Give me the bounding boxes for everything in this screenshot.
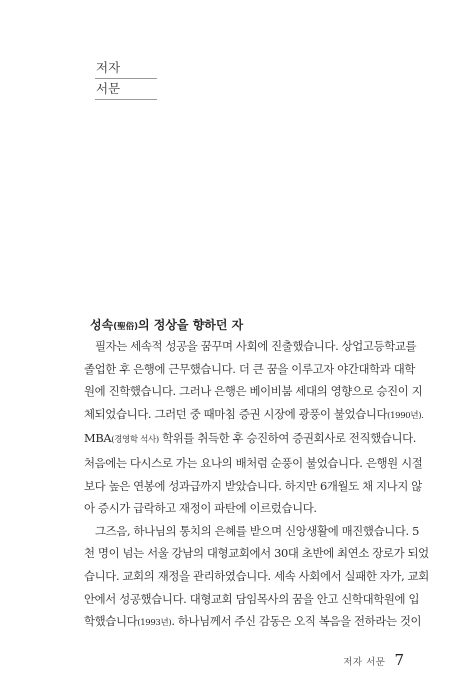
text-line: 아 증시가 급락하고 재정이 파탄에 이르렀습니다. bbox=[84, 501, 317, 516]
text-line: 원에 진학했습니다. 그러나 은행은 베이비붐 세대의 영향으로 승진이 지 bbox=[84, 384, 423, 399]
section-title-hanja: (聖俗) bbox=[113, 322, 138, 332]
toc-item-preface[interactable]: 서문 bbox=[95, 79, 157, 100]
text-year-note: (1993년) bbox=[137, 618, 172, 629]
text-line: 필자는 세속적 성공을 꿈꾸며 사회에 진출했습니다. 상업고등학교를 bbox=[95, 339, 417, 353]
text-line-pre: MBA bbox=[84, 431, 112, 446]
text-line-post: 학위를 취득한 후 승진하여 증권회사로 전직했습니다. bbox=[158, 431, 417, 446]
text-line-pre: 학했습니다 bbox=[84, 614, 138, 629]
text-year-note: (1990년). bbox=[387, 410, 424, 421]
text-line: 천 명이 넘는 서울 강남의 대형교회에서 30대 초반에 최연소 장로가 되었 bbox=[84, 546, 429, 561]
section-title-post: 의 정상을 향하던 자 bbox=[137, 318, 244, 332]
paragraph-1 bbox=[84, 335, 424, 520]
text-line: 보다 높은 연봉에 성과급까지 받았습니다. 하지만 6개월도 채 지나지 않 bbox=[84, 478, 422, 493]
section-title bbox=[90, 316, 243, 333]
text-line: 안에서 성공했습니다. 대형교회 담임목사의 꿈을 안고 신학대학원에 입 bbox=[84, 591, 420, 606]
text-line: 그즈음, 하나님의 통치의 은혜를 받으며 신앙생활에 매진했습니다. 5 bbox=[95, 523, 419, 538]
text-line: 습니다. 교회의 재정을 관리하였습니다. 세속 사회에서 실패한 자가, 교회 bbox=[84, 568, 429, 583]
toc-list bbox=[95, 58, 157, 100]
text-line: 졸업한 후 은행에 근무했습니다. 더 큰 꿈을 이루고자 야간대학과 대학 bbox=[84, 361, 416, 376]
text-line: 처음에는 다시스로 가는 요나의 배처럼 순풍이 불었습니다. 은행원 시절 bbox=[84, 455, 423, 470]
text-line bbox=[84, 403, 424, 428]
page-footer bbox=[340, 651, 404, 671]
footer-running-title: 저자 서문 bbox=[343, 657, 386, 668]
text-line bbox=[84, 610, 422, 635]
page-number: 7 bbox=[394, 651, 404, 669]
text-line-main: 체되었습니다. 그러던 중 때마침 증권 시장에 광풍이 불었습니다 bbox=[84, 406, 388, 421]
text-line bbox=[84, 427, 417, 452]
body-text bbox=[84, 335, 429, 635]
section-title-pre: 성속 bbox=[90, 318, 114, 332]
toc-item-author[interactable]: 저자 bbox=[95, 58, 157, 79]
paragraph-2 bbox=[84, 520, 429, 635]
text-degree-note: (경영학 석사) bbox=[111, 435, 159, 446]
text-line-post: . 하나님께서 주신 감동은 오직 복음을 전하라는 것이 bbox=[171, 614, 422, 629]
